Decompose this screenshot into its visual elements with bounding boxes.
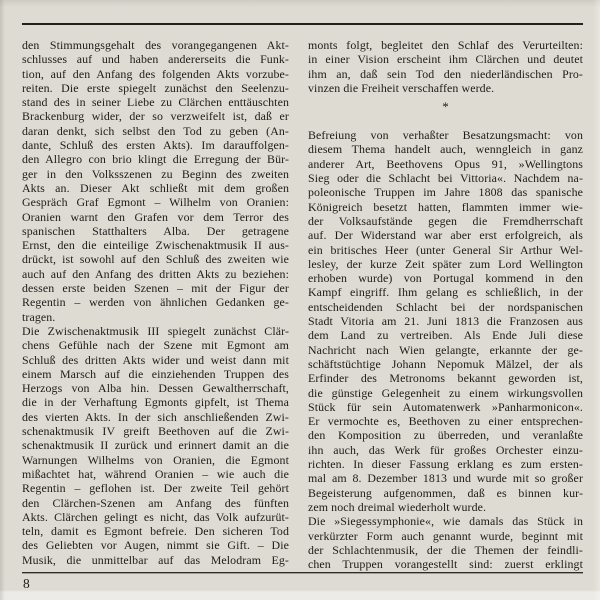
text-line: Königreich besetzt hatten, flammten immer wie- <box>308 199 583 214</box>
text-line: Herzogs von Alba hin. Dessen Gewaltherrschaft, <box>22 381 289 396</box>
text-line: ihm an, daß sein Tod den niederländischen Pro- <box>308 66 583 81</box>
text-line: drückt, ist sowohl auf den Schluß des zweiten wie <box>22 252 289 267</box>
text-line: chens Gefühle nach der Szene mit Egmont am <box>22 338 289 353</box>
text-line: reiten. Die erste spiegelt zunächst den Seelenzu- <box>22 80 289 95</box>
text-line: den Allegro con brio klingt die Erregung der Bür- <box>22 152 289 167</box>
text-line: Er vermochte es, Beethoven zu einer entsprechen- <box>308 414 583 429</box>
text-line: diesem Thema handelt auch, wenngleich in ganz <box>308 142 583 157</box>
text-line: die in der Verhaftung Egmonts gipfelt, ist Thema <box>22 395 289 410</box>
text-line: spanischen Statthalters Alba. Der getragene <box>22 223 289 238</box>
text-line: Stadt Vitoria am 21. Juni 1813 die Franzosen aus <box>308 314 583 329</box>
text-line: ihn auch, das Werk für großes Orchester einzu- <box>308 442 583 457</box>
text-line: schenaktmusik II zurück und erinnert damit an die <box>22 438 289 453</box>
text-line: mal am 8. Dezember 1813 und wurde mit so großer <box>308 471 583 486</box>
text-line: Akts. Clärchen gelingt es nicht, das Volk aufzurüt- <box>22 509 289 524</box>
text-line: die günstige Gelegenheit zu einem wirkungsvollen <box>308 385 583 400</box>
text-line: Regentin – geflohen ist. Der zweite Teil gehört <box>22 481 289 496</box>
text-line: Nachricht nach Wien gelangte, erkannte der ge- <box>308 342 583 357</box>
text-line: verkürzter Form auch genannt wurde, beginnt mit <box>308 528 583 543</box>
text-line: dante, Schluß des ersten Akts). Im darauffolgen- <box>22 138 289 153</box>
top-rule <box>22 23 583 25</box>
text-line: vinzen die Freiheit verschaffen werde. <box>308 80 495 95</box>
text-line: schenaktmusik IV greift Beethoven auf die Zwi- <box>22 424 289 439</box>
text-line: poleonische Truppen im Jahre 1808 das spanische <box>308 185 583 200</box>
text-line: einem Marsch auf die einziehenden Truppen des <box>22 366 289 381</box>
text-line: daran denkt, sich selbst den Tod zu geben (An- <box>22 123 289 138</box>
section-separator: * <box>442 99 449 115</box>
text-line: erhoben wurde) von Portugal kommend in den <box>308 271 583 286</box>
text-line: teln, damit es Egmont befreie. Den sicheren Tod <box>22 524 289 539</box>
text-line: Kampf eingriff. Ihm gelang es schließlich, in der <box>308 285 583 300</box>
right-text-column <box>308 38 583 571</box>
text-line: dem Land zu vertreiben. Als Ende Juli diese <box>308 328 583 343</box>
text-line: monts folgt, begleitet den Schlaf des Verurteilten: <box>308 38 583 52</box>
text-line: ein britisches Heer (unter General Sir Arthur Wel- <box>308 242 583 257</box>
text-line: Sieg oder die Schlacht bei Vittoria«. Nachdem na- <box>308 171 583 186</box>
text-line: chen Truppen vorangestellt sind: zuerst erklingt <box>308 557 583 572</box>
text-line: Begeisterung aufgenommen, daß es binnen kur- <box>308 485 583 500</box>
text-line: tion, auf den Anfang des folgenden Akts vorzube- <box>22 66 289 81</box>
text-line: stand des in seiner Liebe zu Clärchen enttäuschten <box>22 95 289 110</box>
text-line: der Volksaufstände gegen die Fremdherrschaft <box>308 213 583 228</box>
text-line: Regentin – werden von ähnlichen Gedanken ge- <box>22 295 289 310</box>
text-line: dessen erste beiden Szenen – mit der Figur der <box>22 281 289 296</box>
text-line: schäftstüchtige Johann Nepomuk Mälzel, der als <box>308 356 583 371</box>
text-line: schlusses auf und haben andererseits die Funk- <box>22 52 289 67</box>
text-line: richten. In dieser Fassung erklang es zum ersten- <box>308 457 583 472</box>
text-line: den Clärchen-Szenen am Anfang des fünften <box>22 495 289 510</box>
text-line: Befreiung von verhaßter Besatzungsmacht: von <box>308 128 583 143</box>
text-line: des vierten Akts. In der sich anschließenden Zwi- <box>22 409 289 424</box>
text-line: lesley, der kurze Zeit später zum Lord Wellington <box>308 256 583 271</box>
text-line: Gespräch Graf Egmont – Wilhelm von Oranien: <box>22 195 289 210</box>
text-line: des Geliebten vor Augen, nimmt sie Gift. – Die <box>22 538 289 553</box>
text-line: auch auf den Anfang des dritten Akts zu beziehen: <box>22 266 289 281</box>
text-line: in einer Vision erscheint ihm Clärchen und deutet <box>308 52 583 67</box>
text-line: Die »Siegessymphonie«, wie damals das Stück in <box>308 514 583 529</box>
left-text-column <box>22 38 289 567</box>
text-line: Warnungen Wilhelms von Oranien, die Egmont <box>22 452 289 467</box>
text-line: anderer Art, Beethovens Opus 91, »Wellingtons <box>308 156 583 171</box>
text-line: Akts an. Dieser Akt schließt mit dem großen <box>22 180 289 195</box>
text-line: Erfinder des Metronoms bekannt geworden ist, <box>308 371 583 386</box>
text-line: mißachtet hat, während Oranien – wie auch die <box>22 466 289 481</box>
text-line: der Schlachtenmusik, der die Themen der feindli- <box>308 542 583 557</box>
text-line: Brackenburg wider, der so verzweifelt ist, daß er <box>22 109 289 124</box>
text-line: Ernst, den die einteilige Zwischenaktmusik II aus- <box>22 238 289 253</box>
text-line: Schluß des dritten Akts wider und weist dann mit <box>22 352 289 367</box>
text-line: entscheidenden Schlacht bei der nordspanischen <box>308 299 583 314</box>
text-line: auf. Der Widerstand war aber erst erfolgreich, als <box>308 228 583 243</box>
text-line: Musik, die unmittelbar auf das Melodram Eg- <box>22 552 289 567</box>
text-line: Stück für sein Automatenwerk »Panharmonicon«. <box>308 399 583 414</box>
text-line: tragen. <box>22 309 56 324</box>
text-line: ger in den Volksszenen zu Beginn des zweiten <box>22 166 289 181</box>
text-line: zem noch dreimal wiederholt wurde. <box>308 499 487 514</box>
bottom-rule <box>22 572 583 573</box>
text-line: den Stimmungsgehalt des vorangegangenen Akt- <box>22 38 289 52</box>
text-line: den Komposition zu überreden, und veranlaßte <box>308 428 583 443</box>
page-number: 8 <box>23 576 30 591</box>
text-line: Oranien warnt den Grafen vor dem Terror des <box>22 209 289 224</box>
text-line: Die Zwischenaktmusik III spiegelt zunächst Clär- <box>22 323 289 338</box>
